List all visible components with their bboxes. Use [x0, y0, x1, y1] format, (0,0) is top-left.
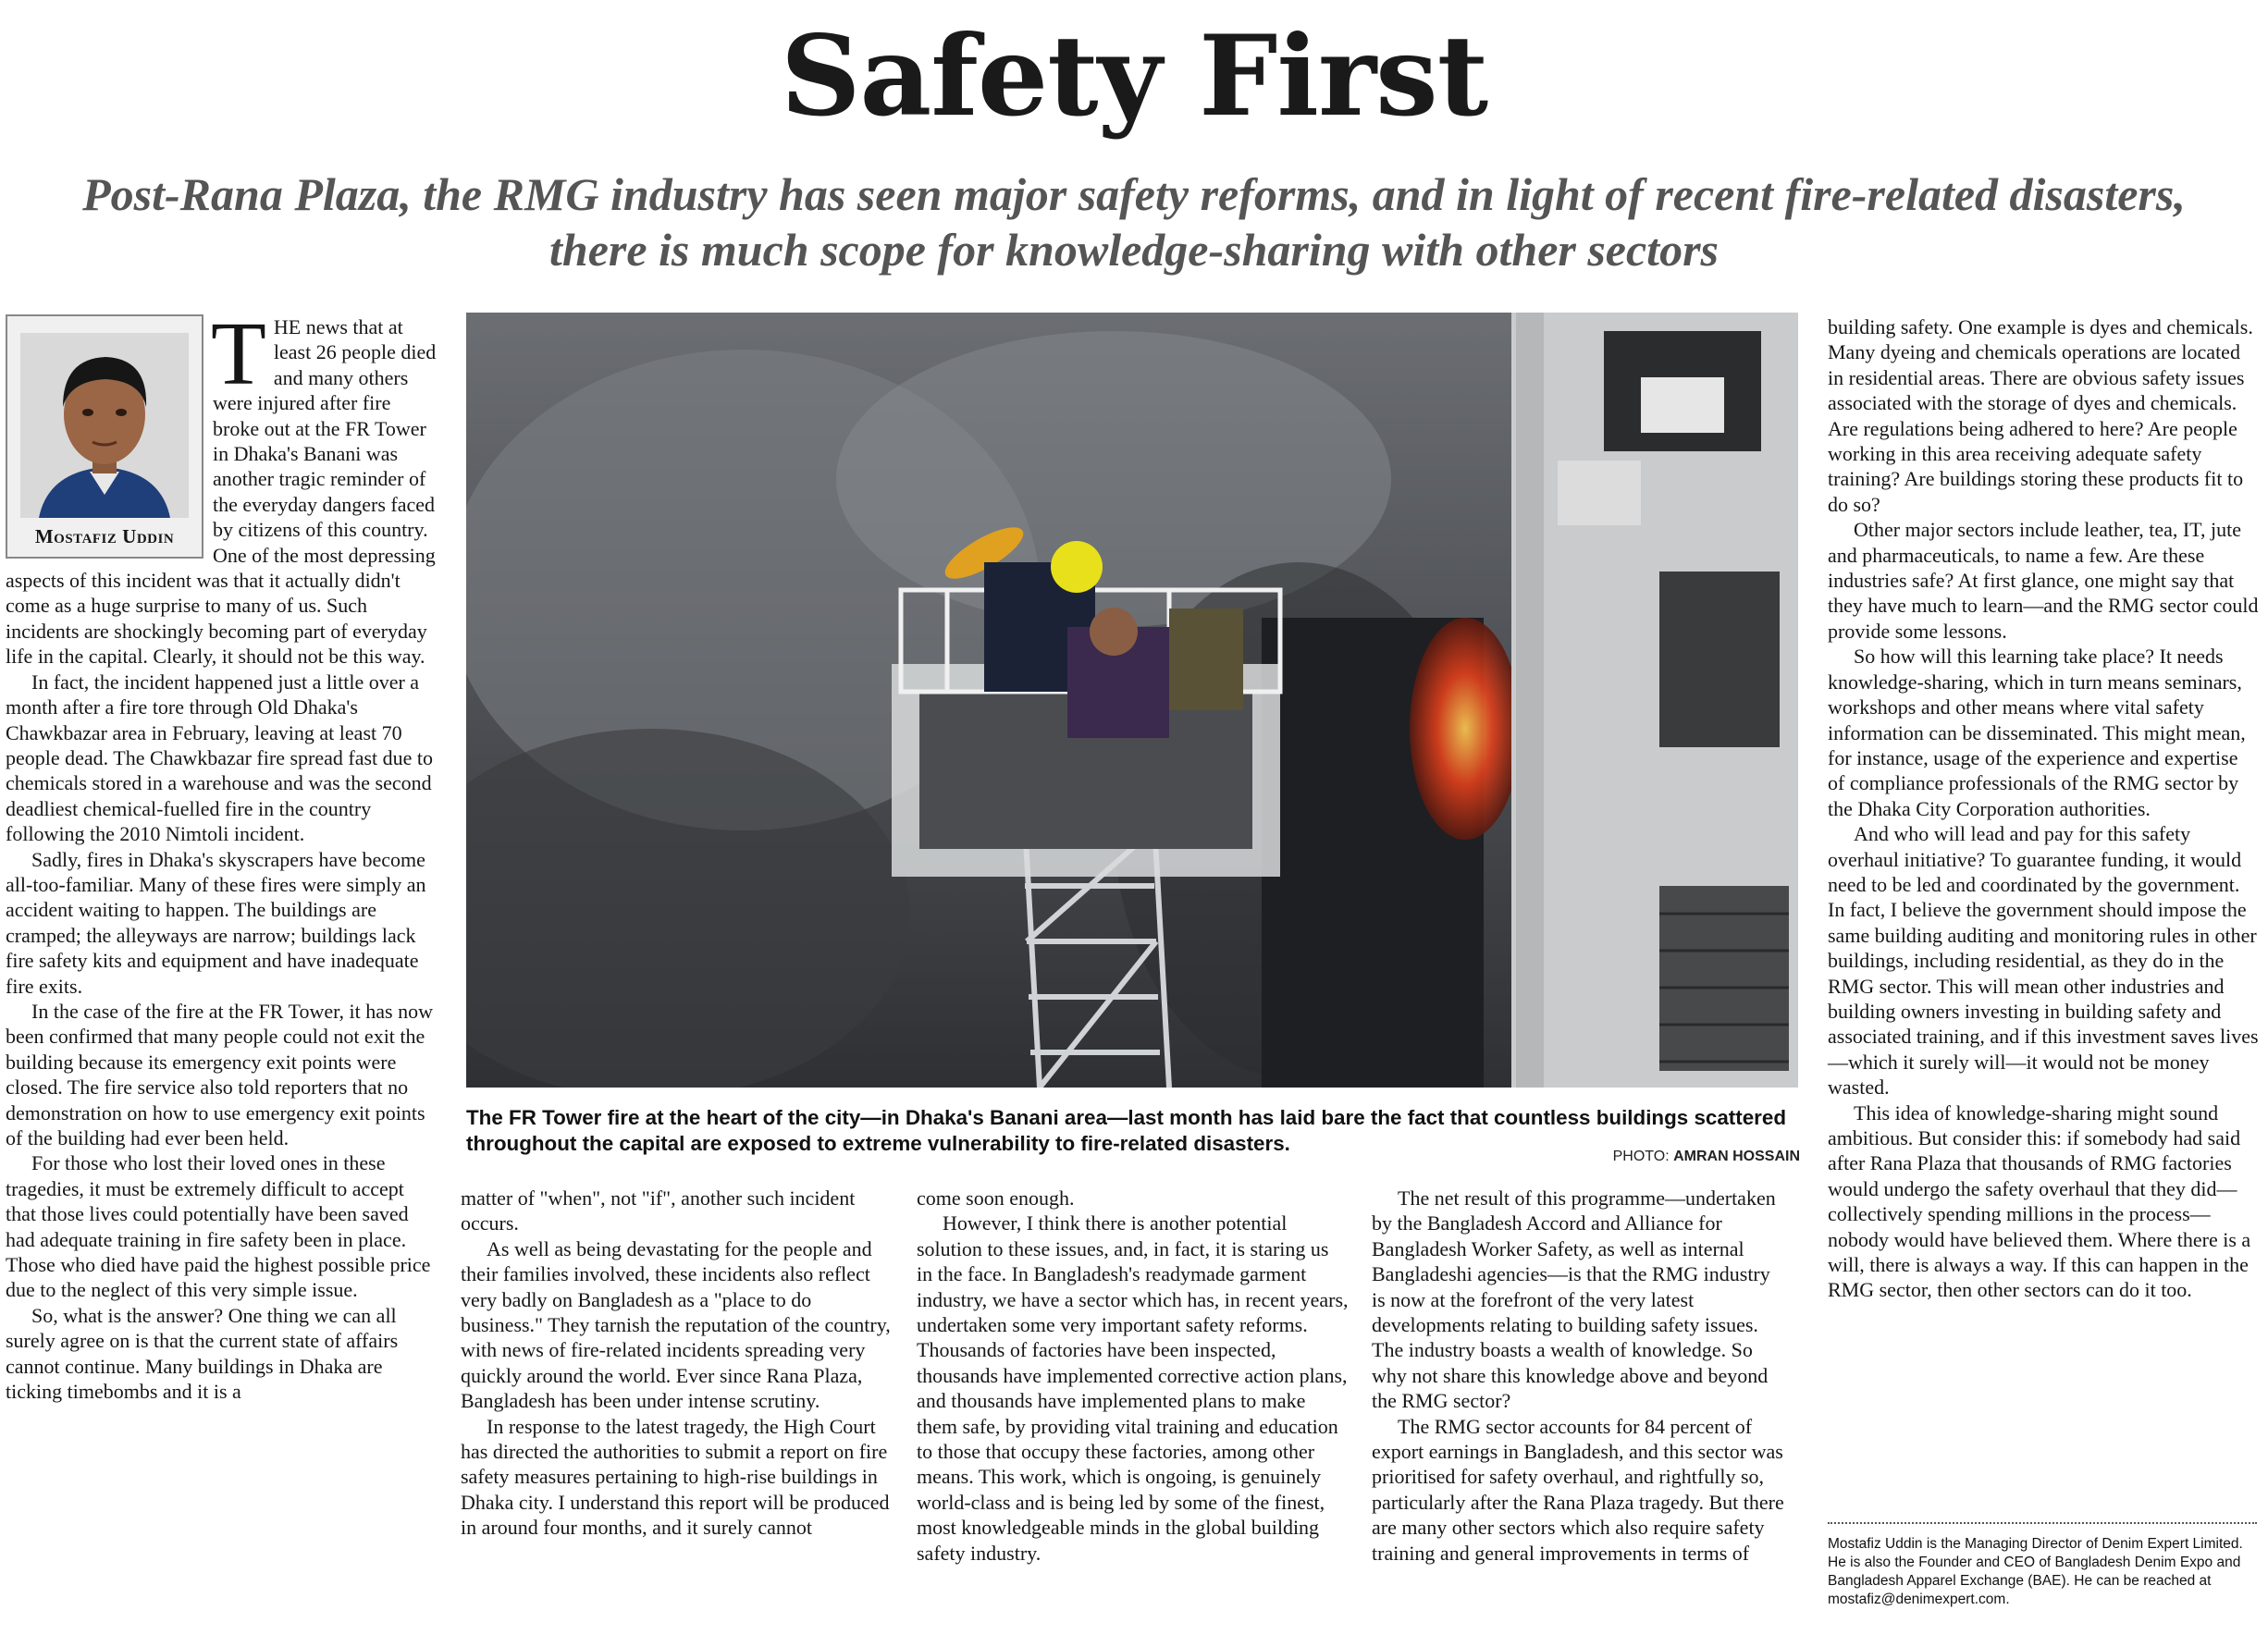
- paragraph: The net result of this programme—undertaken by the Bangladesh Accord and Alliance for Bangladesh Worker Safety, as well as internal Bangladeshi agencies—is that the RMG industry is now at the forefront of the very latest developments relating to building safety issues. The industry boasts a wealth of knowledge. So why not share this knowledge above and beyond the RMG sector?: [1372, 1186, 1776, 1413]
- article-column-2: [461, 1186, 893, 1541]
- author-photo: [20, 333, 189, 518]
- article-column-3: [917, 1186, 1349, 1566]
- paragraph: In response to the latest tragedy, the High Court has directed the authorities to submit a report on fire safety measures pertaining to high-rise buildings in Dhaka city. I understand this report will be produced in around four months, and it surely cannot: [461, 1414, 890, 1540]
- paragraph: In the case of the fire at the FR Tower, it has now been confirmed that many people could not exit the building because its emergency exit points were closed. The fire service also told reporters that no demonstration on how to use emergency exit points of the building had ever been held.: [6, 999, 433, 1149]
- author-name: Mostafiz Uddin: [34, 524, 175, 547]
- paragraph: However, I think there is another potential solution to these issues, and, in fact, it is staring us in the face. In Bangladesh's readymade garment industry, we have a sector which has, in recent years, undertaken some very important safety reforms. Thousands of factories have been inspected, thousands have implemented corrective action plans, and thousands have implemented plans to make them safe, by providing vital training and education to those that occupy these factories, among other means. This work, which is ongoing, is genuinely world-class and is being led by some of the finest, most knowledgeable minds in the global building safety industry.: [917, 1211, 1349, 1565]
- paragraph: This idea of knowledge-sharing might sound ambitious. But consider this: if somebody had said after Rana Plaza that thousands of RMG factories would undergo the safety overhaul that they did—collectively spending millions in the process—nobody would have believed them. Where there is a will, there is always a way. If this can happen in the RMG sector, then other sectors can do it too.: [1828, 1100, 2251, 1302]
- photo-credit: PHOTO: AMRAN HOSSAIN: [1612, 1149, 1800, 1164]
- author-portrait: [6, 314, 203, 559]
- headline: Safety First: [780, 11, 1488, 141]
- paragraph: Other major sectors include leather, tea, IT, jute and pharmaceuticals, to name a few. Are these industries safe? At first glance, one might say that they have much to learn—and the RMG sector could provide some lessons.: [1828, 518, 2259, 643]
- fire-rescue-photo: [466, 313, 1798, 1088]
- photographer-name: AMRAN HOSSAIN: [1673, 1149, 1800, 1164]
- paragraph: THE news that at least 26 people died and many others were injured after fire broke out at the FR Tower in Dhaka's Banani was another tragic reminder of the everyday dangers faced by citizens of this country. One of the most depressing aspects of this incident was that it actually didn't come as a huge surprise to many of us. Such incidents are shockingly becoming part of everyday life in the capital. Clearly, it should not be this way.: [6, 304, 437, 669]
- paragraph: The RMG sector accounts for 84 percent of export earnings in Bangladesh, and this sector was prioritised for safety overhaul, and rightfully so, particularly after the Rana Plaza tragedy. But there are many other sectors which also require safety training and general improvements in terms of: [1372, 1414, 1784, 1565]
- paragraph: In fact, the incident happened just a little over a month after a fire tore through Old Dhaka's Chawkbazar area in February, leaving at least 70 people dead. The Chawkbazar fire spread fast due to chemicals stored in a warehouse and was the second deadliest chemical-fuelled fire in the country following the 2010 Nimtoli incident.: [6, 670, 434, 846]
- author-bio: Mostafiz Uddin is the Managing Director of Denim Expert Limited. He is also the Founder and CEO of Bangladesh Denim Expo and Bangladesh Apparel Exchange (BAE). He can be reached at mostafiz@denimexpert.com.: [1828, 1536, 2243, 1607]
- deck-subheadline: Post-Rana Plaza, the RMG industry has seen major safety reforms, and in light of recent fire-related disasters, there is much scope for knowledge-sharing with other sectors: [82, 168, 2186, 276]
- article-column-4: [1372, 1186, 1785, 1566]
- paragraph: As well as being devastating for the people and their families involved, these incidents also reflect very badly on Bangladesh as a "place to do business." They tarnish the reputation of the country, with news of fire-related incidents spreading very quickly around the world. Ever since Rana Plaza, Bangladesh has been under intense scrutiny.: [461, 1236, 891, 1413]
- paragraph: So how will this learning take place? It needs knowledge-sharing, which in turn means seminars, workshops and other means where vital safety information can be disseminated. This might mean, for instance, usage of the experience and expertise of compliance professionals of the RMG sector by the Dhaka City Corporation authorities.: [1828, 645, 2246, 820]
- photo-caption: The FR Tower fire at the heart of the city—in Dhaka's Banani area—last month has laid bare the fact that countless buildings scattered throughout the capital are exposed to extreme vulnerability to fire-related disasters.: [466, 1106, 1787, 1155]
- paragraph: For those who lost their loved ones in these tragedies, it must be extremely difficult to accept that those lives could potentially have been saved had adequate training in fire safety been in place. Those who died have paid the highest possible price due to the neglect of this very simple issue.: [6, 1151, 431, 1302]
- paragraph: So, what is the answer? One thing we can all surely agree on is that the current state of affairs cannot continue. Many buildings in Dhaka are ticking timebombs and it is a: [6, 1303, 399, 1404]
- paragraph: come soon enough.: [917, 1186, 1075, 1210]
- paragraph: And who will lead and pay for this safety overhaul initiative? To guarantee funding, it would need to be led and coordinated by the government. In fact, I believe the government should impose the same building auditing and monitoring rules in other buildings, including residential, as they do in the RMG sector. This will mean other industries and building owners investing in building safety and associated training, and if this investment saves lives—which it surely will—it would not be money wasted.: [1828, 822, 2259, 1100]
- drop-cap: T: [211, 304, 266, 404]
- paragraph: matter of "when", not "if", another such incident occurs.: [461, 1186, 856, 1235]
- article-column-1: [6, 304, 438, 1618]
- bio-divider: [1828, 1522, 2257, 1524]
- article-column-5: [1828, 314, 2260, 1303]
- paragraph: building safety. One example is dyes and chemicals. Many dyeing and chemicals operations are located in residential areas. There are obvious safety issues associated with the storage of dyes and chemicals. Are regulations being adhered to here? Are people working in this area receiving adequate safety training? Are buildings storing these products fit to do so?: [1828, 315, 2253, 516]
- paragraph: Sadly, fires in Dhaka's skyscrapers have become all-too-familiar. Many of these fires were simply an accident waiting to happen. The buildings are cramped; the alleyways are narrow; buildings lack fire safety kits and equipment and have inadequate fire exits.: [6, 847, 426, 998]
- fire-scene-illustration: [466, 313, 1798, 1088]
